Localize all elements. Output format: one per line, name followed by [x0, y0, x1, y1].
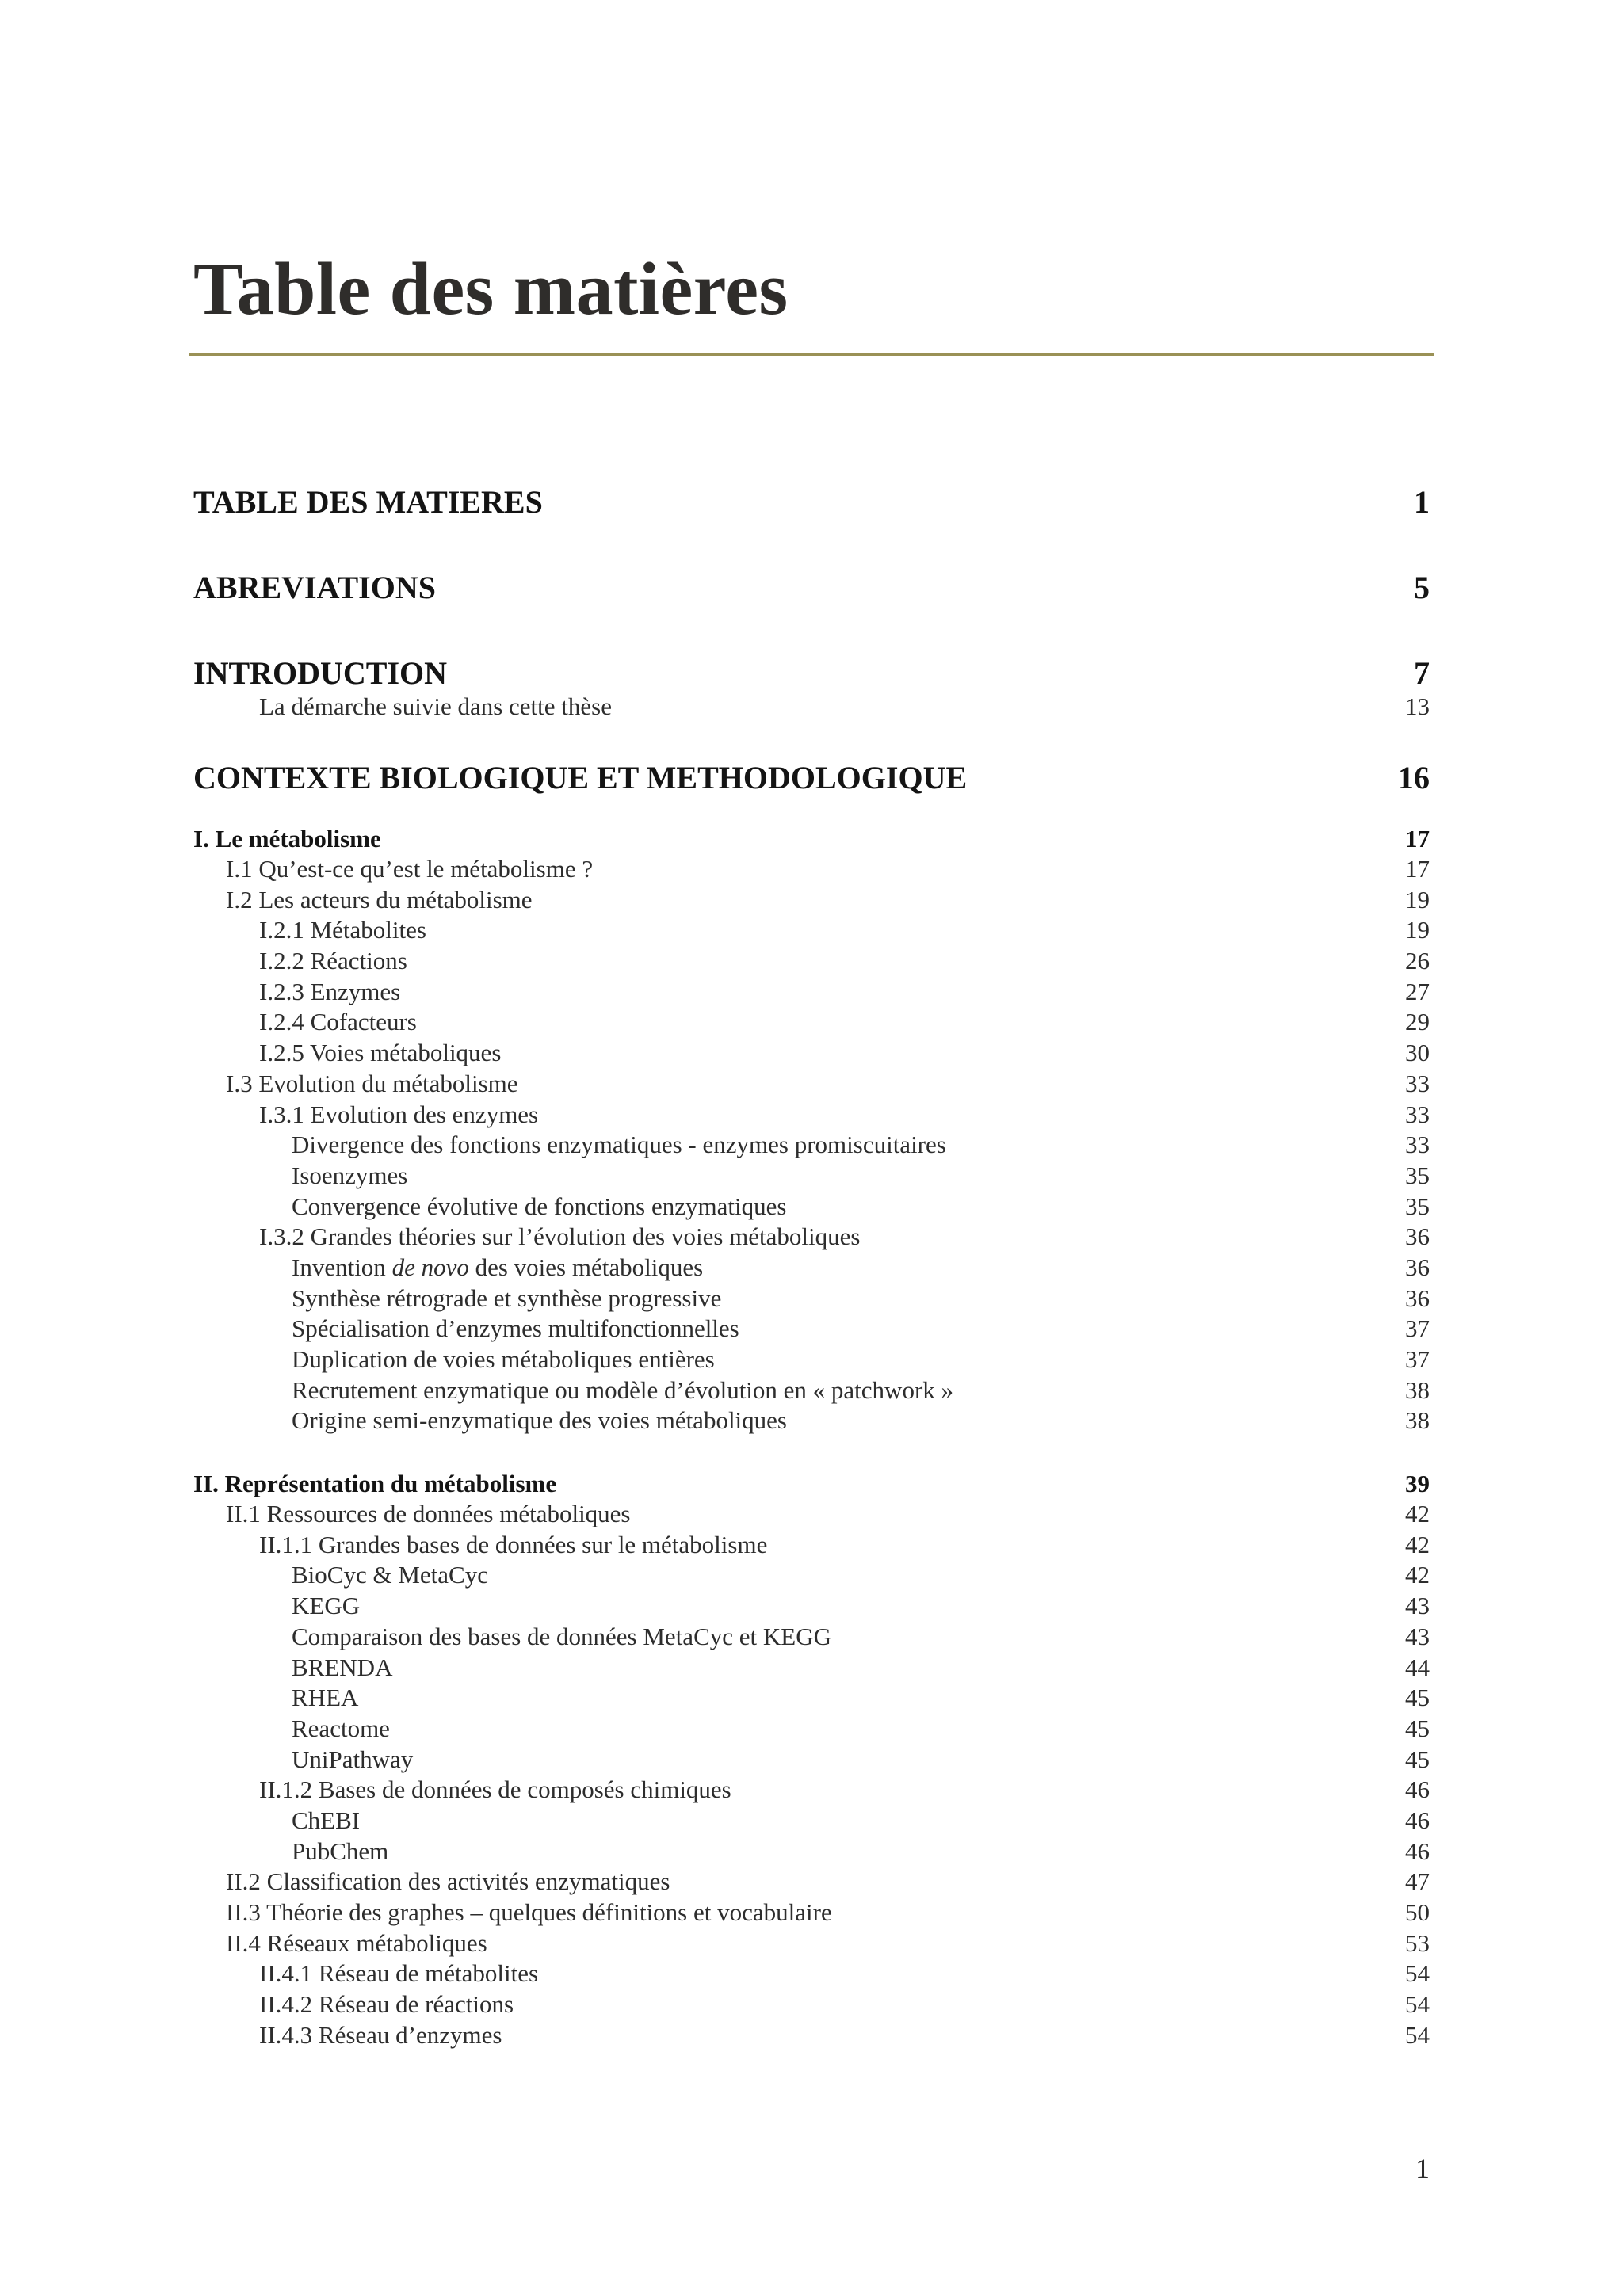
- toc-entry[interactable]: [193, 1806, 1430, 1836]
- toc-page-number: 17: [1405, 855, 1430, 883]
- toc-entry[interactable]: [193, 1560, 1430, 1591]
- toc-entry[interactable]: [193, 1867, 1430, 1897]
- toc-entry-label: [193, 1253, 703, 1283]
- toc-page-number: 7: [1414, 655, 1430, 691]
- toc-page-number: 39: [1405, 1470, 1430, 1498]
- toc-entry[interactable]: [193, 854, 1430, 885]
- toc-entry[interactable]: [193, 1344, 1430, 1375]
- toc-page-number: 5: [1414, 570, 1430, 605]
- toc-entry[interactable]: [193, 1161, 1430, 1192]
- toc-entry-label: Convergence évolutive de fonctions enzymatiques: [292, 1192, 787, 1220]
- toc-page-number: 45: [1405, 1745, 1430, 1773]
- toc-page-number: 45: [1405, 1714, 1430, 1742]
- toc-entry-label: II.4.2 Réseau de réactions: [259, 1990, 514, 2019]
- toc-section-label: I. Le métabolisme: [193, 825, 381, 852]
- toc-chapter-label: CONTEXTE BIOLOGIQUE ET METHODOLOGIQUE: [193, 760, 968, 795]
- toc-page-number: 33: [1405, 1069, 1430, 1097]
- toc-entry-label: II.3 Théorie des graphes – quelques définitions et vocabulaire: [226, 1898, 832, 1926]
- toc-entry[interactable]: [193, 1622, 1430, 1653]
- toc-page-number: 45: [1405, 1684, 1430, 1712]
- toc-entry-label: Comparaison des bases de données MetaCyc et KEGG: [292, 1622, 831, 1650]
- toc-entry[interactable]: [193, 692, 1430, 721]
- toc-entry[interactable]: [193, 1069, 1430, 1100]
- toc-page-number: 35: [1405, 1161, 1430, 1189]
- toc-page-number: 29: [1405, 1008, 1430, 1036]
- toc-page-number: 44: [1405, 1653, 1430, 1681]
- toc-entry[interactable]: [193, 1253, 1430, 1283]
- toc-chapter-introduction[interactable]: [193, 654, 1430, 692]
- toc-section-representation[interactable]: [193, 1468, 1430, 1499]
- toc-entry[interactable]: [193, 1375, 1430, 1406]
- title-underline: [189, 353, 1434, 356]
- toc-entry-label: II.1.2 Bases de données de composés chimiques: [259, 1775, 731, 1804]
- toc-entry[interactable]: [193, 1283, 1430, 1314]
- toc-entry-label: Synthèse rétrograde et synthèse progressive: [292, 1283, 722, 1312]
- toc-entry[interactable]: [193, 885, 1430, 916]
- toc-page-number: 37: [1405, 1314, 1430, 1343]
- toc-chapter-table-des-matieres[interactable]: [193, 483, 1430, 521]
- toc-page-number: 43: [1405, 1622, 1430, 1650]
- toc-page-number: 54: [1405, 1990, 1430, 2019]
- toc-chapter-contexte[interactable]: [193, 759, 1430, 797]
- toc-entry-label: Spécialisation d’enzymes multifonctionnelles: [292, 1314, 739, 1343]
- toc-page-number: 36: [1405, 1283, 1430, 1312]
- toc-entry-label: II.4.1 Réseau de métabolites: [259, 1959, 539, 1988]
- toc-entry-label: Duplication de voies métaboliques entières: [292, 1345, 715, 1373]
- toc-entry[interactable]: [193, 1653, 1430, 1684]
- toc-entry[interactable]: [193, 915, 1430, 946]
- toc-entry-label: II.4.3 Réseau d’enzymes: [259, 2020, 502, 2049]
- toc-entry-label: II.1 Ressources de données métaboliques: [226, 1500, 631, 1528]
- toc-entry[interactable]: [193, 946, 1430, 977]
- toc-page-number: 19: [1405, 916, 1430, 944]
- toc-page-number: 46: [1405, 1806, 1430, 1834]
- toc-entry[interactable]: [193, 1130, 1430, 1161]
- toc-entry[interactable]: [193, 1405, 1430, 1436]
- toc-entry-label: Origine semi-enzymatique des voies métaboliques: [292, 1406, 787, 1435]
- footer-page-number: 1: [1415, 2153, 1430, 2184]
- toc-entry-label: BioCyc & MetaCyc: [292, 1561, 488, 1589]
- table-of-contents: [193, 483, 1430, 2050]
- toc-section-metabolisme[interactable]: [193, 823, 1430, 854]
- toc-page-number: 53: [1405, 1928, 1430, 1957]
- toc-page-number: 43: [1405, 1592, 1430, 1620]
- toc-entry[interactable]: [193, 1683, 1430, 1714]
- toc-entry-label: II.2 Classification des activités enzymatiques: [226, 1867, 670, 1896]
- toc-entry-label: PubChem: [292, 1836, 389, 1865]
- toc-entry[interactable]: [193, 977, 1430, 1008]
- toc-entry[interactable]: [193, 1007, 1430, 1038]
- toc-entry[interactable]: [193, 1314, 1430, 1344]
- toc-page-number: 13: [1405, 692, 1430, 720]
- toc-page-number: 1: [1414, 484, 1430, 520]
- toc-entry-label: ChEBI: [292, 1806, 361, 1834]
- toc-page-number: 27: [1405, 977, 1430, 1005]
- toc-page-number: 33: [1405, 1131, 1430, 1159]
- toc-page-number: 17: [1405, 825, 1430, 852]
- toc-page-number: 38: [1405, 1375, 1430, 1404]
- toc-entry-label: II.4 Réseaux métaboliques: [226, 1928, 487, 1957]
- toc-entry[interactable]: [193, 1745, 1430, 1775]
- toc-entry-label: II.1.1 Grandes bases de données sur le métabolisme: [259, 1530, 768, 1558]
- toc-chapter-label: INTRODUCTION: [193, 655, 448, 691]
- toc-page-number: 46: [1405, 1775, 1430, 1804]
- toc-entry[interactable]: [193, 1038, 1430, 1069]
- toc-entry-label: RHEA: [292, 1684, 359, 1712]
- toc-page-number: 42: [1405, 1500, 1430, 1528]
- toc-page-number: 42: [1405, 1530, 1430, 1558]
- toc-entry-label: UniPathway: [292, 1745, 414, 1773]
- toc-entry-label: I.2.4 Cofacteurs: [259, 1008, 417, 1036]
- toc-page-number: 26: [1405, 947, 1430, 975]
- toc-entry-label: I.2.2 Réactions: [259, 947, 407, 975]
- toc-entry[interactable]: [193, 1928, 1430, 1959]
- toc-page-number: 16: [1398, 760, 1430, 795]
- toc-entry[interactable]: [193, 1897, 1430, 1928]
- toc-chapter-label: TABLE DES MATIERES: [193, 484, 543, 520]
- toc-page-number: 33: [1405, 1100, 1430, 1128]
- toc-entry-label: I.3 Evolution du métabolisme: [226, 1069, 518, 1097]
- toc-entry-label: Recrutement enzymatique ou modèle d’évolution en « patchwork »: [292, 1375, 954, 1404]
- toc-page-number: 19: [1405, 885, 1430, 913]
- toc-entry-label: La démarche suivie dans cette thèse: [259, 692, 612, 720]
- toc-page-number: 50: [1405, 1898, 1430, 1926]
- toc-page-number: 38: [1405, 1406, 1430, 1435]
- toc-entry[interactable]: [193, 1989, 1430, 2020]
- toc-entry[interactable]: [193, 1958, 1430, 1989]
- toc-entry-label: Reactome: [292, 1714, 390, 1742]
- toc-chapter-label: ABREVIATIONS: [193, 570, 436, 605]
- toc-entry[interactable]: [193, 1775, 1430, 1806]
- toc-chapter-abreviations[interactable]: [193, 569, 1430, 607]
- toc-entry-label: I.3.1 Evolution des enzymes: [259, 1100, 539, 1128]
- toc-entry[interactable]: [193, 1222, 1430, 1253]
- toc-entry-label-pre: Invention: [292, 1253, 392, 1281]
- toc-page-number: 42: [1405, 1561, 1430, 1589]
- toc-entry[interactable]: [193, 1591, 1430, 1622]
- toc-entry[interactable]: [193, 1192, 1430, 1222]
- toc-entry-label-italic: de novo: [391, 1253, 469, 1281]
- toc-page-number: 54: [1405, 1959, 1430, 1988]
- toc-entry-label: I.1 Qu’est-ce qu’est le métabolisme ?: [226, 855, 594, 883]
- toc-entry-label: I.2.3 Enzymes: [259, 977, 401, 1005]
- page-title: Table des matières: [193, 248, 789, 330]
- toc-entry[interactable]: [193, 1836, 1430, 1867]
- toc-page-number: 35: [1405, 1192, 1430, 1220]
- toc-entry[interactable]: [193, 1100, 1430, 1131]
- toc-section-label: II. Représentation du métabolisme: [193, 1470, 557, 1498]
- toc-entry-label: I.2.1 Métabolites: [259, 916, 426, 944]
- toc-entry-label: I.2.5 Voies métaboliques: [259, 1039, 502, 1067]
- toc-entry[interactable]: [193, 1714, 1430, 1745]
- toc-page-number: 36: [1405, 1222, 1430, 1251]
- toc-page-number: 30: [1405, 1039, 1430, 1067]
- toc-entry[interactable]: [193, 2020, 1430, 2051]
- toc-entry-label-post: des voies métaboliques: [468, 1253, 704, 1281]
- toc-entry-label: Divergence des fonctions enzymatiques - enzymes promiscuitaires: [292, 1131, 946, 1159]
- toc-entry-label: Isoenzymes: [292, 1161, 408, 1189]
- toc-entry-label: I.3.2 Grandes théories sur l’évolution des voies métaboliques: [259, 1222, 861, 1251]
- toc-entry-label: KEGG: [292, 1592, 361, 1620]
- toc-page-number: 37: [1405, 1345, 1430, 1373]
- toc-page-number: 36: [1405, 1253, 1430, 1281]
- toc-entry-label: I.2 Les acteurs du métabolisme: [226, 885, 533, 913]
- toc-page-number: 46: [1405, 1836, 1430, 1865]
- toc-page-number: 47: [1405, 1867, 1430, 1896]
- toc-entry-label: BRENDA: [292, 1653, 393, 1681]
- toc-entry[interactable]: [193, 1530, 1430, 1561]
- toc-page-number: 54: [1405, 2020, 1430, 2049]
- toc-entry[interactable]: [193, 1499, 1430, 1530]
